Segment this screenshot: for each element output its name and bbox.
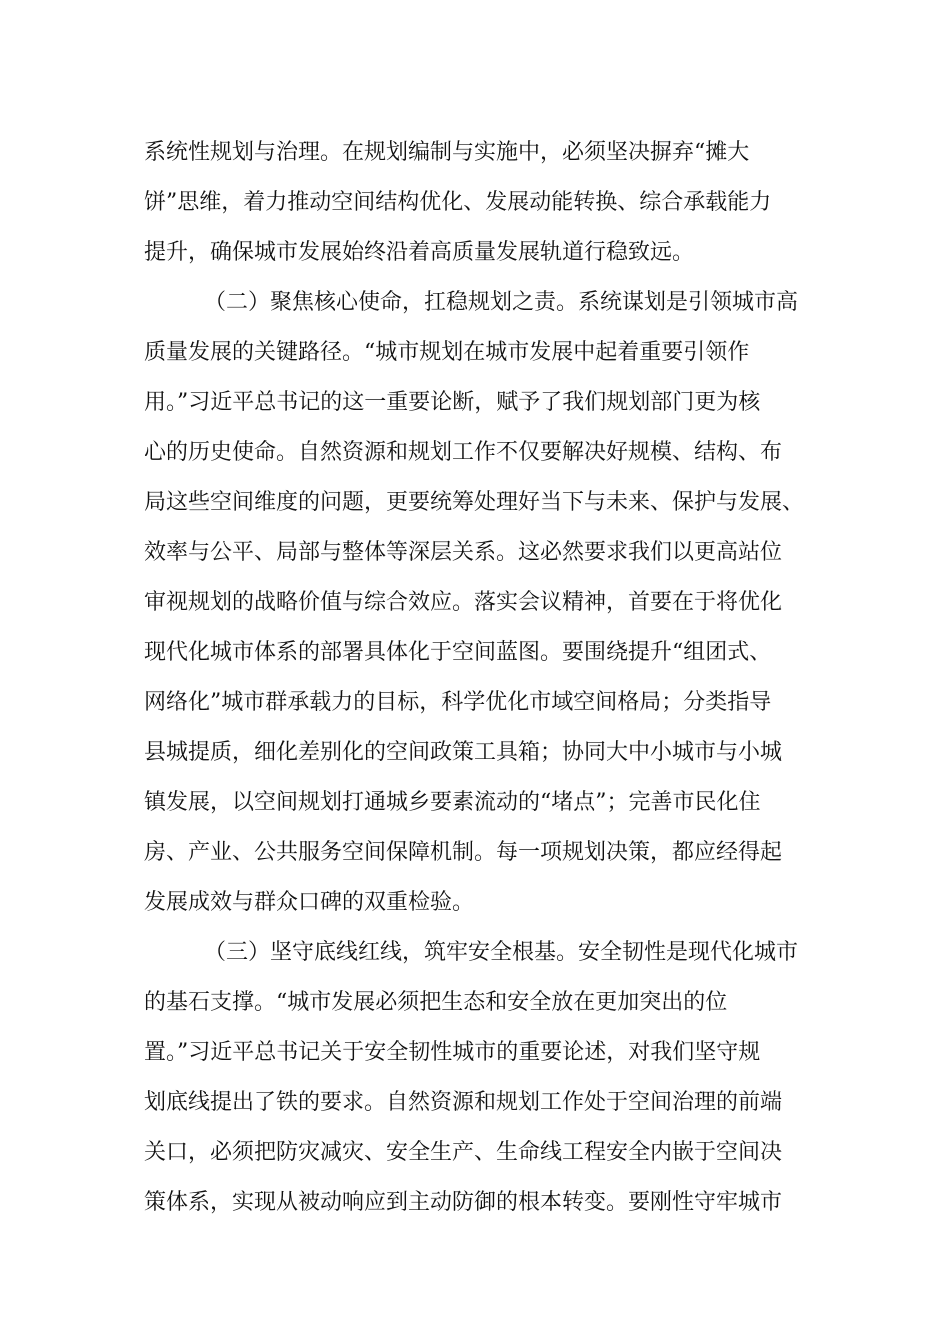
text-line: 现代化城市体系的部署具体化于空间蓝图。要围绕提升“组团式、: [144, 640, 772, 665]
text-line: 县城提质，细化差别化的空间政策工具箱；协同大中小城市与小城: [144, 740, 783, 765]
text-line: 房、产业、公共服务空间保障机制。每一项规划决策，都应经得起: [144, 840, 783, 865]
paragraph-section-2: [144, 278, 824, 928]
text-line: 心的历史使命。自然资源和规划工作不仅要解决好规模、结构、布: [144, 440, 783, 465]
text-line: 关口，必须把防灾减灾、安全生产、生命线工程安全内嵌于空间决: [144, 1140, 783, 1165]
text-line: 发展成效与群众口碑的双重检验。: [144, 890, 475, 915]
text-line: 镇发展，以空间规划打通城乡要素流动的“堵点”；完善市民化住: [144, 790, 761, 815]
text-line: 审视规划的战略价值与综合效应。落实会议精神，首要在于将优化: [144, 590, 783, 615]
text-line: 局这些空间维度的问题，更要统筹处理好当下与未来、保护与发展、: [144, 490, 805, 515]
text-line: 策体系，实现从被动响应到主动防御的根本转变。要刚性守牢城市: [144, 1190, 783, 1215]
text-line: 效率与公平、局部与整体等深层关系。这必然要求我们以更高站位: [144, 540, 783, 565]
text-line: 饼”思维，着力推动空间结构优化、发展动能转换、综合承载能力: [144, 190, 772, 215]
text-line: 网络化”城市群承载力的目标，科学优化市域空间格局；分类指导: [144, 690, 772, 715]
text-line: 划底线提出了铁的要求。自然资源和规划工作处于空间治理的前端: [144, 1090, 783, 1115]
text-line: 系统性规划与治理。在规划编制与实施中，必须坚决摒弃“摊大: [144, 140, 750, 165]
text-line: 质量发展的关键路径。“城市规划在城市发展中起着重要引领作: [144, 340, 750, 365]
text-line: 用。”习近平总书记的这一重要论断，赋予了我们规划部门更为核: [144, 390, 761, 415]
text-line: （二）聚焦核心使命，扛稳规划之责。系统谋划是引领城市高: [204, 290, 799, 315]
body-text: [144, 128, 824, 1228]
paragraph-continuation: [144, 128, 824, 278]
text-line: （三）坚守底线红线，筑牢安全根基。安全韧性是现代化城市: [204, 940, 799, 965]
text-line: 置。”习近平总书记关于安全韧性城市的重要论述，对我们坚守规: [144, 1040, 761, 1065]
paragraph-section-3: [144, 928, 824, 1228]
text-line: 提升，确保城市发展始终沿着高质量发展轨道行稳致远。: [144, 240, 695, 265]
text-line: 的基石支撑。“城市发展必须把生态和安全放在更加突出的位: [144, 990, 728, 1015]
